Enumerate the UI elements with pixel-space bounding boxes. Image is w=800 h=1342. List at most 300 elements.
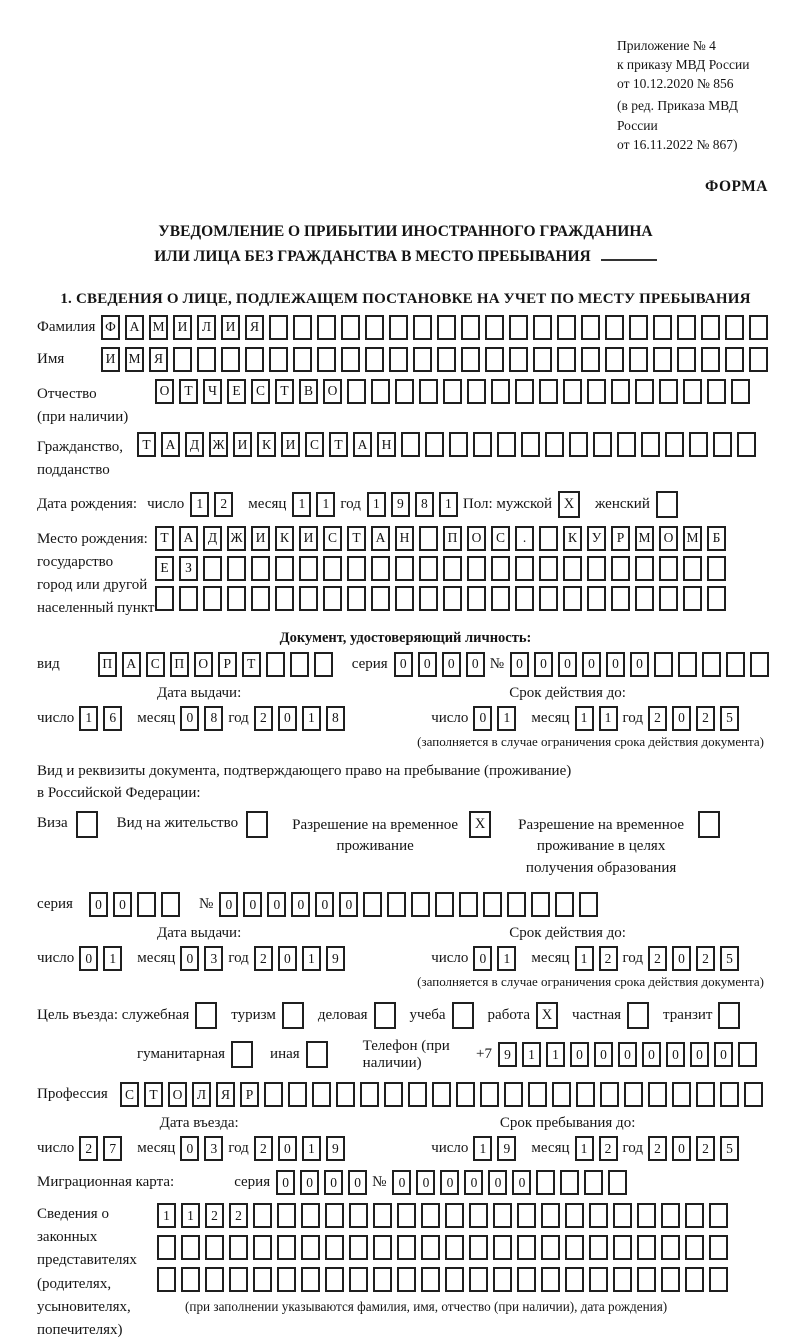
char-cell[interactable] [341,347,360,372]
char-cell[interactable]: С [120,1082,139,1107]
char-cell[interactable] [565,1203,584,1228]
char-cell[interactable] [419,379,438,404]
char-cell[interactable] [246,811,268,838]
char-cell[interactable] [493,1267,512,1292]
char-cell[interactable] [555,892,574,917]
char-cell[interactable] [541,1267,560,1292]
char-cell[interactable] [445,1235,464,1260]
char-cell[interactable]: 8 [415,492,434,517]
char-cell[interactable] [253,1267,272,1292]
char-cell[interactable] [515,586,534,611]
char-cell[interactable] [349,1203,368,1228]
char-cell[interactable] [576,1082,595,1107]
char-cell[interactable] [648,1082,667,1107]
char-cell[interactable] [384,1082,403,1107]
char-cell[interactable] [293,347,312,372]
char-cell[interactable]: Т [329,432,348,457]
char-cell[interactable]: 1 [575,706,594,731]
char-cell[interactable] [656,491,678,518]
char-cell[interactable]: 3 [204,946,223,971]
char-cell[interactable]: 1 [473,1136,492,1161]
char-cell[interactable] [373,1235,392,1260]
char-cell[interactable] [533,315,552,340]
char-cell[interactable] [349,1267,368,1292]
char-cell[interactable]: 1 [302,946,321,971]
char-cell[interactable]: 2 [214,492,233,517]
char-cell[interactable] [317,347,336,372]
char-cell[interactable] [373,1203,392,1228]
char-cell[interactable] [613,1203,632,1228]
char-cell[interactable]: Я [216,1082,235,1107]
char-cell[interactable] [253,1203,272,1228]
char-cell[interactable] [683,556,702,581]
char-cell[interactable]: 2 [254,1136,273,1161]
char-cell[interactable] [629,347,648,372]
char-cell[interactable] [480,1082,499,1107]
char-cell[interactable]: 0 [278,1136,297,1161]
char-cell[interactable] [593,432,612,457]
char-cell[interactable]: 7 [103,1136,122,1161]
char-cell[interactable] [473,432,492,457]
char-cell[interactable] [707,556,726,581]
char-cell[interactable] [557,347,576,372]
char-cell[interactable]: М [149,315,168,340]
char-cell[interactable] [269,347,288,372]
char-cell[interactable]: 0 [488,1170,507,1195]
char-cell[interactable]: 0 [291,892,310,917]
char-cell[interactable]: Я [149,347,168,372]
char-cell[interactable] [277,1267,296,1292]
char-cell[interactable] [689,432,708,457]
char-cell[interactable] [299,556,318,581]
char-cell[interactable] [231,1041,253,1068]
char-cell[interactable] [611,556,630,581]
char-cell[interactable] [306,1041,328,1068]
char-cell[interactable] [749,347,768,372]
char-cell[interactable] [301,1235,320,1260]
char-cell[interactable]: 1 [190,492,209,517]
char-cell[interactable] [517,1203,536,1228]
char-cell[interactable]: 0 [594,1042,613,1067]
char-cell[interactable] [517,1267,536,1292]
char-cell[interactable] [613,1267,632,1292]
char-cell[interactable]: З [179,556,198,581]
char-cell[interactable]: С [251,379,270,404]
char-cell[interactable]: 0 [315,892,334,917]
char-cell[interactable] [387,892,406,917]
char-cell[interactable]: 0 [339,892,358,917]
char-cell[interactable] [545,432,564,457]
char-cell[interactable] [325,1203,344,1228]
char-cell[interactable]: А [353,432,372,457]
char-cell[interactable] [485,315,504,340]
char-cell[interactable] [635,586,654,611]
char-cell[interactable] [299,586,318,611]
char-cell[interactable]: 0 [267,892,286,917]
char-cell[interactable] [76,811,98,838]
char-cell[interactable] [491,379,510,404]
char-cell[interactable]: Е [227,379,246,404]
char-cell[interactable] [579,892,598,917]
char-cell[interactable]: 0 [464,1170,483,1195]
char-cell[interactable] [323,586,342,611]
char-cell[interactable] [469,1267,488,1292]
char-cell[interactable] [515,556,534,581]
char-cell[interactable]: Л [192,1082,211,1107]
char-cell[interactable] [251,556,270,581]
char-cell[interactable] [493,1203,512,1228]
char-cell[interactable] [437,315,456,340]
char-cell[interactable] [253,1235,272,1260]
char-cell[interactable] [738,1042,757,1067]
char-cell[interactable]: 1 [316,492,335,517]
char-cell[interactable] [437,347,456,372]
char-cell[interactable] [365,315,384,340]
char-cell[interactable] [161,892,180,917]
char-cell[interactable] [421,1267,440,1292]
char-cell[interactable] [587,556,606,581]
char-cell[interactable] [459,892,478,917]
char-cell[interactable] [371,556,390,581]
char-cell[interactable] [491,586,510,611]
char-cell[interactable] [685,1203,704,1228]
char-cell[interactable]: 1 [292,492,311,517]
char-cell[interactable] [541,1235,560,1260]
char-cell[interactable]: П [443,526,462,551]
char-cell[interactable]: 5 [720,706,739,731]
char-cell[interactable] [707,586,726,611]
char-cell[interactable] [419,526,438,551]
char-cell[interactable] [323,556,342,581]
char-cell[interactable] [467,556,486,581]
char-cell[interactable]: М [125,347,144,372]
char-cell[interactable]: И [251,526,270,551]
char-cell[interactable] [661,1267,680,1292]
char-cell[interactable] [637,1267,656,1292]
char-cell[interactable]: 1 [302,1136,321,1161]
char-cell[interactable] [195,1002,217,1029]
char-cell[interactable] [539,556,558,581]
char-cell[interactable]: 0 [642,1042,661,1067]
char-cell[interactable] [678,652,697,677]
char-cell[interactable] [227,586,246,611]
char-cell[interactable]: К [563,526,582,551]
char-cell[interactable]: М [683,526,702,551]
char-cell[interactable]: 5 [720,1136,739,1161]
char-cell[interactable]: А [122,652,141,677]
char-cell[interactable] [205,1235,224,1260]
char-cell[interactable] [282,1002,304,1029]
char-cell[interactable] [539,586,558,611]
char-cell[interactable] [397,1203,416,1228]
char-cell[interactable]: 2 [205,1203,224,1228]
char-cell[interactable] [469,1235,488,1260]
char-cell[interactable]: 2 [696,1136,715,1161]
char-cell[interactable]: Т [347,526,366,551]
char-cell[interactable] [205,1267,224,1292]
char-cell[interactable] [685,1235,704,1260]
char-cell[interactable] [685,1267,704,1292]
char-cell[interactable]: 1 [79,706,98,731]
char-cell[interactable] [275,556,294,581]
char-cell[interactable]: О [659,526,678,551]
char-cell[interactable] [373,1267,392,1292]
char-cell[interactable] [336,1082,355,1107]
char-cell[interactable] [452,1002,474,1029]
char-cell[interactable]: 0 [473,706,492,731]
char-cell[interactable] [563,379,582,404]
char-cell[interactable]: 2 [79,1136,98,1161]
char-cell[interactable] [701,347,720,372]
char-cell[interactable]: С [491,526,510,551]
char-cell[interactable] [531,892,550,917]
char-cell[interactable] [173,347,192,372]
char-cell[interactable] [325,1267,344,1292]
char-cell[interactable]: 9 [326,946,345,971]
char-cell[interactable]: 9 [498,1042,517,1067]
char-cell[interactable] [653,315,672,340]
char-cell[interactable] [371,586,390,611]
char-cell[interactable]: 2 [599,946,618,971]
char-cell[interactable] [347,556,366,581]
char-cell[interactable] [509,315,528,340]
char-cell[interactable] [419,556,438,581]
char-cell[interactable] [552,1082,571,1107]
char-cell[interactable] [314,652,333,677]
char-cell[interactable]: 1 [546,1042,565,1067]
char-cell[interactable]: 0 [348,1170,367,1195]
char-cell[interactable]: 1 [302,706,321,731]
char-cell[interactable] [720,1082,739,1107]
char-cell[interactable] [395,379,414,404]
char-cell[interactable]: И [281,432,300,457]
char-cell[interactable] [731,379,750,404]
char-cell[interactable]: С [323,526,342,551]
char-cell[interactable] [395,586,414,611]
char-cell[interactable] [389,315,408,340]
char-cell[interactable]: Н [377,432,396,457]
char-cell[interactable] [718,1002,740,1029]
char-cell[interactable] [560,1170,579,1195]
char-cell[interactable] [528,1082,547,1107]
char-cell[interactable]: 1 [497,706,516,731]
char-cell[interactable]: 9 [391,492,410,517]
char-cell[interactable] [301,1267,320,1292]
char-cell[interactable] [456,1082,475,1107]
char-cell[interactable] [445,1203,464,1228]
char-cell[interactable] [157,1235,176,1260]
char-cell[interactable]: Я [245,315,264,340]
char-cell[interactable] [491,556,510,581]
char-cell[interactable]: 0 [394,652,413,677]
char-cell[interactable]: А [161,432,180,457]
char-cell[interactable] [312,1082,331,1107]
char-cell[interactable]: 0 [466,652,485,677]
char-cell[interactable] [349,1235,368,1260]
char-cell[interactable]: Т [242,652,261,677]
char-cell[interactable] [584,1170,603,1195]
char-cell[interactable] [539,526,558,551]
char-cell[interactable] [637,1203,656,1228]
char-cell[interactable] [277,1203,296,1228]
char-cell[interactable] [696,1082,715,1107]
char-cell[interactable] [654,652,673,677]
char-cell[interactable] [374,1002,396,1029]
char-cell[interactable]: О [155,379,174,404]
char-cell[interactable]: 0 [666,1042,685,1067]
char-cell[interactable] [600,1082,619,1107]
char-cell[interactable]: 0 [278,946,297,971]
char-cell[interactable] [275,586,294,611]
char-cell[interactable]: 0 [618,1042,637,1067]
char-cell[interactable] [411,892,430,917]
char-cell[interactable] [659,556,678,581]
char-cell[interactable]: 2 [599,1136,618,1161]
char-cell[interactable]: О [467,526,486,551]
char-cell[interactable]: Т [144,1082,163,1107]
char-cell[interactable] [157,1267,176,1292]
char-cell[interactable] [587,379,606,404]
char-cell[interactable]: 0 [473,946,492,971]
char-cell[interactable]: 6 [103,706,122,731]
char-cell[interactable]: В [299,379,318,404]
char-cell[interactable]: 0 [442,652,461,677]
char-cell[interactable] [637,1235,656,1260]
char-cell[interactable] [435,892,454,917]
char-cell[interactable] [469,1203,488,1228]
char-cell[interactable]: Ф [101,315,120,340]
char-cell[interactable] [245,347,264,372]
char-cell[interactable] [635,379,654,404]
char-cell[interactable]: X [558,491,580,518]
char-cell[interactable]: 0 [89,892,108,917]
char-cell[interactable]: 1 [522,1042,541,1067]
char-cell[interactable] [408,1082,427,1107]
char-cell[interactable] [264,1082,283,1107]
char-cell[interactable] [497,432,516,457]
char-cell[interactable]: 0 [534,652,553,677]
char-cell[interactable] [290,652,309,677]
char-cell[interactable] [677,347,696,372]
char-cell[interactable] [709,1267,728,1292]
char-cell[interactable]: К [275,526,294,551]
char-cell[interactable]: 1 [497,946,516,971]
char-cell[interactable] [443,556,462,581]
char-cell[interactable] [467,379,486,404]
char-cell[interactable] [707,379,726,404]
char-cell[interactable] [659,586,678,611]
char-cell[interactable]: Т [179,379,198,404]
char-cell[interactable]: Ч [203,379,222,404]
char-cell[interactable] [541,1203,560,1228]
char-cell[interactable] [229,1235,248,1260]
char-cell[interactable] [565,1267,584,1292]
char-cell[interactable] [203,556,222,581]
char-cell[interactable]: 0 [300,1170,319,1195]
char-cell[interactable] [301,1203,320,1228]
char-cell[interactable] [683,379,702,404]
char-cell[interactable] [432,1082,451,1107]
char-cell[interactable]: А [179,526,198,551]
char-cell[interactable] [557,315,576,340]
char-cell[interactable]: 0 [416,1170,435,1195]
char-cell[interactable] [725,347,744,372]
char-cell[interactable] [293,315,312,340]
char-cell[interactable]: Ж [227,526,246,551]
char-cell[interactable]: 2 [696,946,715,971]
char-cell[interactable]: Р [218,652,237,677]
char-cell[interactable] [726,652,745,677]
char-cell[interactable] [397,1235,416,1260]
char-cell[interactable]: К [257,432,276,457]
char-cell[interactable] [515,379,534,404]
char-cell[interactable] [288,1082,307,1107]
char-cell[interactable] [749,315,768,340]
char-cell[interactable]: 2 [229,1203,248,1228]
char-cell[interactable]: А [125,315,144,340]
char-cell[interactable] [493,1235,512,1260]
char-cell[interactable] [698,811,720,838]
char-cell[interactable]: 1 [575,946,594,971]
char-cell[interactable]: Д [185,432,204,457]
char-cell[interactable] [277,1235,296,1260]
char-cell[interactable]: О [323,379,342,404]
char-cell[interactable]: 0 [180,1136,199,1161]
char-cell[interactable] [365,347,384,372]
char-cell[interactable]: Н [395,526,414,551]
char-cell[interactable] [605,347,624,372]
char-cell[interactable] [155,586,174,611]
char-cell[interactable] [611,379,630,404]
char-cell[interactable] [569,432,588,457]
char-cell[interactable]: 3 [204,1136,223,1161]
char-cell[interactable] [347,379,366,404]
char-cell[interactable] [565,1235,584,1260]
char-cell[interactable]: Д [203,526,222,551]
char-cell[interactable] [421,1235,440,1260]
char-cell[interactable]: О [168,1082,187,1107]
char-cell[interactable] [467,586,486,611]
char-cell[interactable] [371,379,390,404]
char-cell[interactable]: 0 [440,1170,459,1195]
char-cell[interactable]: 1 [439,492,458,517]
char-cell[interactable] [627,1002,649,1029]
char-cell[interactable] [672,1082,691,1107]
char-cell[interactable] [709,1203,728,1228]
char-cell[interactable] [608,1170,627,1195]
char-cell[interactable]: Р [611,526,630,551]
char-cell[interactable]: X [536,1002,558,1029]
char-cell[interactable]: 8 [204,706,223,731]
char-cell[interactable]: 2 [648,946,667,971]
char-cell[interactable] [517,1235,536,1260]
char-cell[interactable] [539,379,558,404]
char-cell[interactable] [397,1267,416,1292]
char-cell[interactable]: 0 [219,892,238,917]
char-cell[interactable]: О [194,652,213,677]
char-cell[interactable] [401,432,420,457]
char-cell[interactable] [521,432,540,457]
char-cell[interactable] [661,1235,680,1260]
char-cell[interactable]: 0 [180,706,199,731]
char-cell[interactable] [325,1235,344,1260]
char-cell[interactable]: 0 [180,946,199,971]
char-cell[interactable] [750,652,769,677]
char-cell[interactable] [589,1235,608,1260]
char-cell[interactable]: 2 [648,1136,667,1161]
char-cell[interactable]: 0 [79,946,98,971]
char-cell[interactable]: Б [707,526,726,551]
